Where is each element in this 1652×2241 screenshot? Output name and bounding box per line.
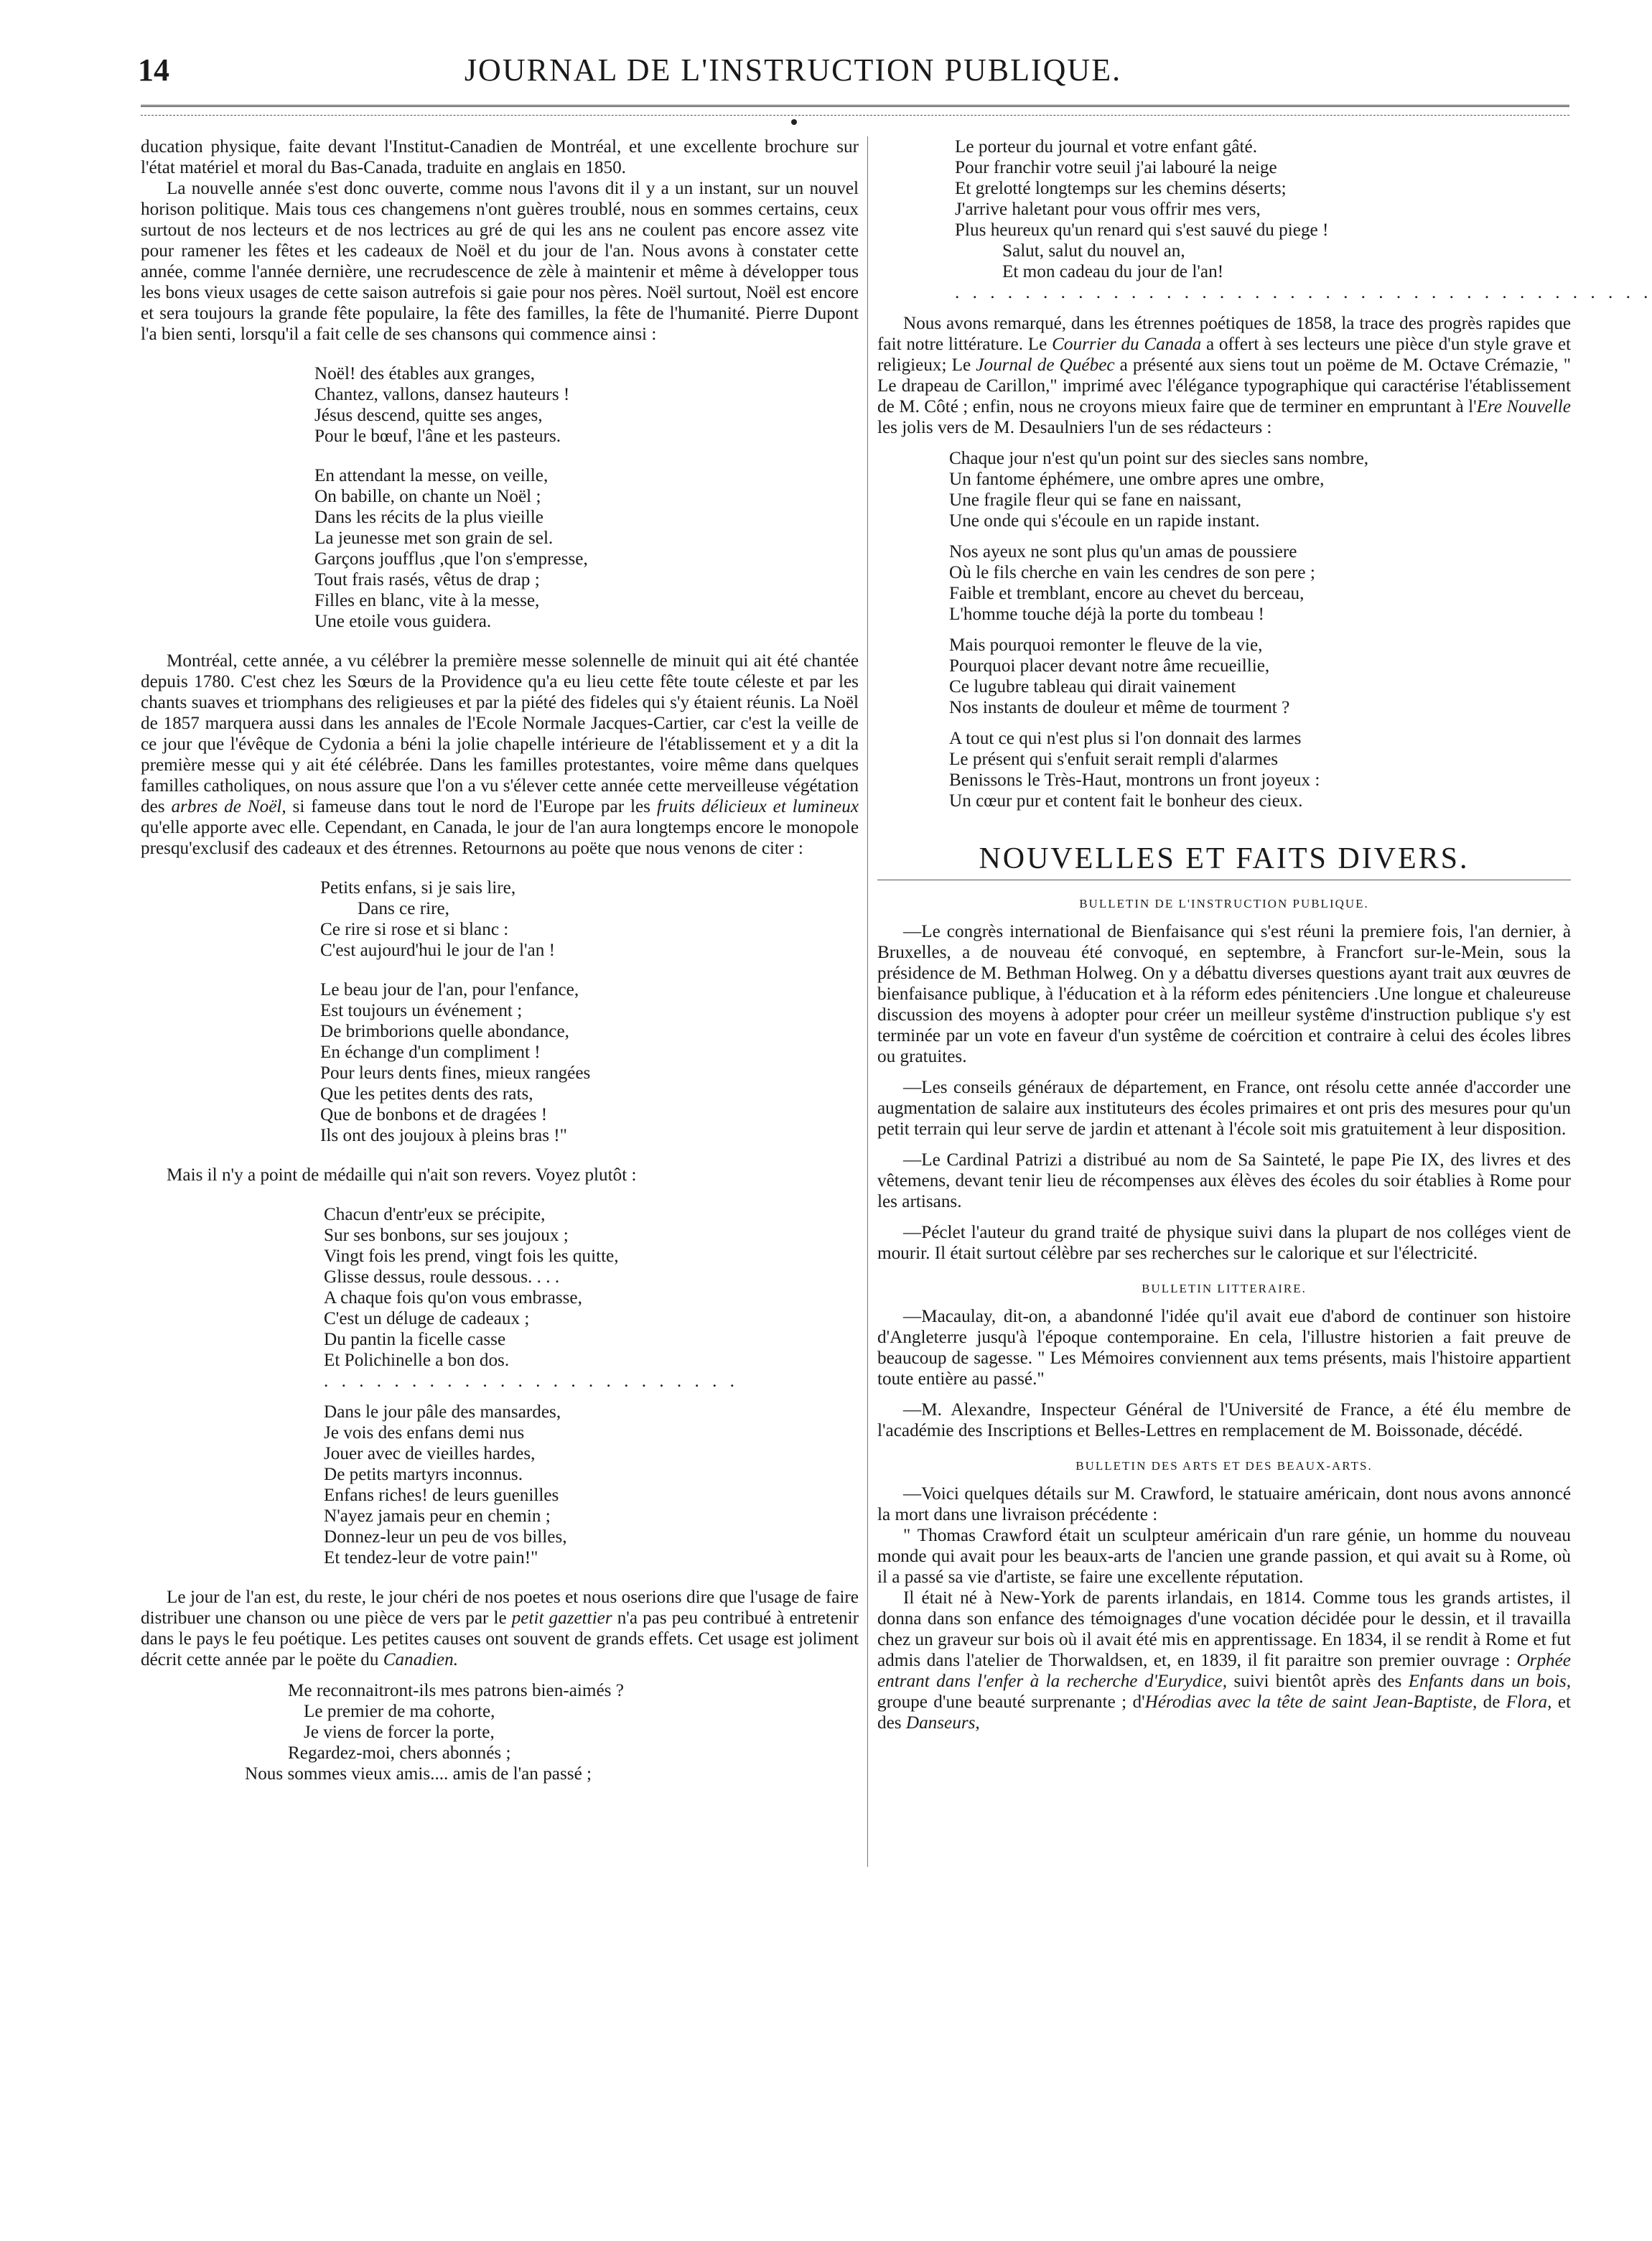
header-rule [141, 105, 1569, 107]
verse-line: Où le fils cherche en vain les cendres de son pere ; [949, 563, 1315, 582]
verse-line: Dans ce rire, [358, 899, 449, 918]
bulletin-heading: BULLETIN DES ARTS ET DES BEAUX-ARTS. [1075, 1459, 1373, 1473]
journal-title: JOURNAL DE L'INSTRUCTION PUBLIQUE. [464, 52, 1122, 88]
verse-line: Ils ont des joujoux à pleins bras !" [320, 1126, 567, 1145]
verse-line: Pour leurs dents fines, mieux rangées [320, 1063, 591, 1083]
verse-line: A tout ce qui n'est plus si l'on donnait des larmes [949, 729, 1302, 748]
verse-line: Glisse dessus, roule dessous. . . . [324, 1267, 560, 1287]
verse-line: Plus heureux qu'un renard qui s'est sauvé du piege ! [955, 220, 1329, 240]
verse-line: N'ayez jamais peur en chemin ; [324, 1506, 551, 1526]
poem-revers [141, 1204, 859, 1568]
verse-line: Pour le bœuf, l'âne et les pasteurs. [314, 427, 561, 446]
verse-line: Me reconnaitront-ils mes patrons bien-aimés ? [288, 1681, 624, 1700]
paragraph: La nouvelle année s'est donc ouverte, comme nous l'avons dit il y a un instant, sur un nouvel horison politique. Mais tous ces changemens n'ont guères troublé, nous en sommes certains, ceux surtout de nos lecteurs et de nos lectrices au gré de qui les ans ne coulent pas encore assez vite pour ramener les fêtes et les cadeaux de Noël et du jour de l'an. Nous avons à constater cette année, comme l'année dernière, une recrudescence de zèle à maintenir et même à développer tous les bons vieux usages de cette saison autrefois si gaie pour nos pères. Noël surtout, Noël est encore et sera toujours la grande fête populaire, la fête des familles, la fête de l'humanité. Pierre Dupont l'a bien senti, lorsqu'il a fait celle de ses chansons qui commence ainsi : [141, 179, 859, 344]
verse-line: De petits martyrs inconnus. [324, 1465, 523, 1484]
verse-line: Nos ayeux ne sont plus qu'un amas de poussiere [949, 542, 1297, 562]
verse-line: Que de bonbons et de dragées ! [320, 1105, 548, 1124]
header-rule-dashed [141, 115, 1569, 116]
header-ornament [791, 119, 797, 125]
column-divider [867, 136, 868, 1867]
poem-jour-de-lan [141, 877, 859, 1146]
verse-line: Et Polichinelle a bon dos. [324, 1351, 510, 1370]
page-number: 14 [138, 52, 169, 88]
verse-line: Pourquoi placer devant notre âme recueillie, [949, 656, 1270, 676]
verse-line: Le beau jour de l'an, pour l'enfance, [320, 980, 579, 1000]
verse-line: Vingt fois les prend, vingt fois les quitte, [324, 1247, 619, 1266]
verse-separator: . . . . . . . . . . . . . . . . . . . . . . . . . . . . . . . . . . . . . . . . [955, 283, 1652, 302]
verse-line: Enfans riches! de leurs guenilles [324, 1486, 559, 1505]
news-item: " Thomas Crawford était un sculpteur américain d'un rare génie, un homme du nouveau monde qui avait pour les beaux-arts de l'ancien une grande passion, et qui avait su à Rome, où il a passé sa vie d'artiste, se faire une excellente réputation. [877, 1526, 1571, 1587]
verse-line: En attendant la messe, on veille, [314, 466, 549, 485]
verse-line: Chantez, vallons, dansez hauteurs ! [314, 385, 570, 404]
verse-line: Benissons le Très-Haut, montrons un front joyeux : [949, 770, 1320, 790]
bulletin-heading: BULLETIN LITTERAIRE. [1142, 1282, 1307, 1295]
verse-line: Dans le jour pâle des mansardes, [324, 1402, 561, 1422]
news-item: —Les conseils généraux de département, en France, ont résolu cette année d'accorder une augmentation de salaire aux instituteurs des écoles primaires et ont pris des mesures pour qu'un petit terrain qui leur serve de jardin et attenant à l'école soit mis gratuitement à leur disposition. [877, 1078, 1571, 1139]
verse-line: Salut, salut du nouvel an, [1002, 241, 1185, 261]
verse-line: Pour franchir votre seuil j'ai labouré la neige [955, 158, 1277, 177]
verse-line: A chaque fois qu'on vous embrasse, [324, 1288, 582, 1308]
verse-line: C'est aujourd'hui le jour de l'an ! [320, 941, 555, 960]
verse-line: Que les petites dents des rats, [320, 1084, 533, 1104]
verse-line: Regardez-moi, chers abonnés ; [288, 1743, 511, 1763]
verse-line: Garçons joufflus ,que l'on s'empresse, [314, 549, 588, 569]
verse-line: De brimborions quelle abondance, [320, 1022, 569, 1041]
verse-line: Ce lugubre tableau qui dirait vainement [949, 677, 1236, 696]
verse-line: Ce rire si rose et si blanc : [320, 920, 509, 939]
verse-line: J'arrive haletant pour vous offrir mes vers, [955, 200, 1261, 219]
verse-line: C'est un déluge de cadeaux ; [324, 1309, 530, 1328]
verse-line: Le porteur du journal et votre enfant gâté. [955, 137, 1258, 157]
verse-line: Petits enfans, si je sais lire, [320, 878, 516, 898]
paragraph-etrennes: Nous avons remarqué, dans les étrennes poétiques de 1858, la trace des progrès rapides que fait notre littérature. Le Courrier du Canada a offert à ses lecteurs une pièce d'un style grave et religieux; Le Journal de Québec a présenté aux siens tout un poëme de M. Octave Crémazie, " Le drapeau de Carillon," imprimé avec l'élégance typographique qui caractérise l'établissement de M. Côté ; enfin, nous ne croyons mieux faire que de terminer en empruntant à l'Ere Nouvelle les jolis vers de M. Desaulniers l'un de ses rédacteurs : [877, 314, 1572, 437]
verse-line: Tout frais rasés, vêtus de drap ; [314, 570, 540, 590]
verse-line: Jésus descend, quitte ses anges, [314, 406, 543, 425]
verse-line: La jeunesse met son grain de sel. [314, 528, 554, 548]
verse-line: Une onde qui s'écoule en un rapide instant. [949, 511, 1260, 531]
verse-line: Est toujours un événement ; [320, 1001, 523, 1020]
news-item: —Macaulay, dit-on, a abandonné l'idée qu'il avait eue d'abord de continuer son histoire d'Angleterre jusqu'à l'époque contemporaine. En cela, l'illustre historien a fait preuve de beaucoup de sagesse. " Les Mémoires conviennent aux tems présents, mais l'histoire appartient toute entière au passé." [877, 1307, 1571, 1389]
news-item: —Le Cardinal Patrizi a distribué au nom de Sa Sainteté, le pape Pie IX, des livres et des vêtemens, devant tenir lieu de récompenses aux élèves des écoles du soir établies à Rome pour les artisans. [877, 1150, 1571, 1211]
verse-line: Chaque jour n'est qu'un point sur des siecles sans nombre, [949, 449, 1369, 468]
verse-line: Et grelotté longtemps sur les chemins déserts; [955, 179, 1287, 198]
verse-line: En échange d'un compliment ! [320, 1043, 541, 1062]
paragraph: Mais il n'y a point de médaille qui n'ait son revers. Voyez plutôt : [167, 1165, 637, 1185]
verse-line: Une fragile fleur qui se fane en naissant, [949, 490, 1242, 510]
section-title: NOUVELLES ET FAITS DIVERS. [979, 842, 1470, 875]
verse-line: Filles en blanc, vite à la messe, [314, 591, 540, 610]
verse-line: Nous sommes vieux amis.... amis de l'an passé ; [245, 1764, 592, 1784]
verse-line: On babille, on chante un Noël ; [314, 487, 541, 506]
verse-line: Le présent qui s'enfuit serait rempli d'alarmes [949, 750, 1279, 769]
verse-line: Faible et tremblant, encore au chevet du berceau, [949, 584, 1305, 603]
verse-line: Je vois des enfans demi nus [324, 1423, 525, 1443]
verse-line: Un fantome éphémere, une ombre apres une ombre, [949, 470, 1325, 489]
bulletin-heading: BULLETIN DE L'INSTRUCTION PUBLIQUE. [1079, 897, 1369, 910]
news-item: —Péclet l'auteur du grand traité de physique suivi dans la plupart de nos colléges vient de mourir. Il était surtout célèbre par ses recherches sur le calorique et sur l'électricité. [877, 1223, 1571, 1263]
verse-line: Une etoile vous guidera. [314, 612, 492, 631]
right-column [877, 136, 1652, 1733]
poem-porteur-cont [877, 136, 1652, 303]
verse-line: Mais pourquoi remonter le fleuve de la vie, [949, 635, 1263, 655]
verse-line: Le premier de ma cohorte, [304, 1702, 495, 1721]
verse-line: L'homme touche déjà la porte du tombeau ! [949, 605, 1264, 624]
verse-line: Je viens de forcer la porte, [304, 1723, 495, 1742]
verse-line: Sur ses bonbons, sur ses joujoux ; [324, 1226, 569, 1245]
news-item: —M. Alexandre, Inspecteur Général de l'Université de France, a été élu membre de l'académie des Inscriptions et Belles-Lettres en remplacement de M. Boissonade, décédé. [877, 1400, 1571, 1440]
verse-line: Noël! des étables aux granges, [314, 364, 536, 383]
paragraph: ducation physique, faite devant l'Institut-Canadien de Montréal, et une excellente brochure sur l'état matériel et moral du Bas-Canada, traduite en anglais en 1850. [141, 137, 859, 177]
verse-line: Donnez-leur un peu de vos billes, [324, 1527, 567, 1547]
poem-noel [141, 363, 859, 632]
poem-porteur [141, 1680, 859, 1784]
news-item-crawford: Il était né à New-York de parents irlandais, en 1814. Comme tous les grands artistes, il donna dans son enfance des témoignages d'une vocation décidée pour le dessin, et il travailla chez un graveur sur bois où il avait été mis en apprentissage. En 1834, il se rendit à Rome et fut admis dans l'atelier de Thorwaldsen, et, en 1839, il fit paraitre son premier ouvrage : Orphée entrant dans l'enfer à la recherche d'Eurydice, suivi bientôt après des Enfants dans un bois, groupe d'une beauté surprenante ; d'Hérodias avec la tête de saint Jean-Baptiste, de Flora, et des Danseurs, [877, 1588, 1571, 1733]
paragraph-montreal: Montréal, cette année, a vu célébrer la première messe solennelle de minuit qui ait été chantée depuis 1780. C'est chez les Sœurs de la Providence qu'a eu lieu cette fête toute céleste et par les chants suaves et triomphans des religieuses et par la piété des fideles qui s'y étaient réunis. La Noël de 1857 marquera aussi dans les annales de l'Ecole Normale Jacques-Cartier, car c'est la veille de ce jour que l'évêque de Cydonia a béni la jolie chapelle intérieure de l'établissement et y a dit la première messe qui y ait été célébrée. Dans les familles protestantes, voire même dans quelques familles catholiques, on nous assure que l'on a vu s'élever cette année cette merveilleuse végétation des arbres de Noël, si fameuse dans tout le nord de l'Europe par les fruits délicieux et lumineux qu'elle apporte avec elle. Cependant, en Canada, le jour de l'an aura longtemps encore le monopole presqu'exclusif des cadeaux et des étrennes. Retournons au poëte que nous venons de citer : [141, 651, 859, 858]
verse-line: Chacun d'entr'eux se précipite, [324, 1205, 546, 1224]
verse-line: Jouer avec de vieilles hardes, [324, 1444, 536, 1463]
paragraph-jour-de-lan: Le jour de l'an est, du reste, le jour chéri de nos poetes et nous oserions dire que l'usage de faire distribuer une chanson ou une pièce de vers par le petit gazettier n'a pas peu contribué à entretenir dans le pays le feu poétique. Les petites causes ont souvent de grands effets. Cet usage est joliment décrit cette année par le poëte du Canadien. [141, 1588, 859, 1669]
verse-line: Nos instants de douleur et même de tourment ? [949, 698, 1290, 717]
news-item: —Le congrès international de Bienfaisance qui s'est réuni la premiere fois, l'an dernier, à Bruxelles, a de nouveau été convoqué, en septembre, à Francfort sur-le-Mein, sous la présidence de M. Bethman Holweg. On y a débattu diverses questions ayant trait aux œuvres de bienfaisance publique, à l'éducation et à la réform edes pénitenciers .Une longue et chaleureuse discussion des moyens à adopter pour créer un meilleur systême d'instruction publique s'y est terminée par un vote en faveur d'un systême de coércition et contraire à celui des écoles libres ou gratuites. [877, 922, 1571, 1066]
verse-line: Un cœur pur et content fait le bonheur des cieux. [949, 791, 1303, 811]
news-item: —Voici quelques détails sur M. Crawford, le statuaire américain, dont nous avons annoncé la mort dans une livraison précédente : [877, 1484, 1571, 1524]
poem-desaulniers [877, 448, 1571, 811]
verse-separator: . . . . . . . . . . . . . . . . . . . . . . . . [324, 1371, 739, 1391]
verse-line: Dans les récits de la plus vieille [314, 508, 543, 527]
left-column [141, 136, 859, 1784]
verse-line: Et mon cadeau du jour de l'an! [1002, 262, 1224, 281]
verse-line: Du pantin la ficelle casse [324, 1330, 506, 1349]
verse-line: Et tendez-leur de votre pain!" [324, 1548, 538, 1567]
